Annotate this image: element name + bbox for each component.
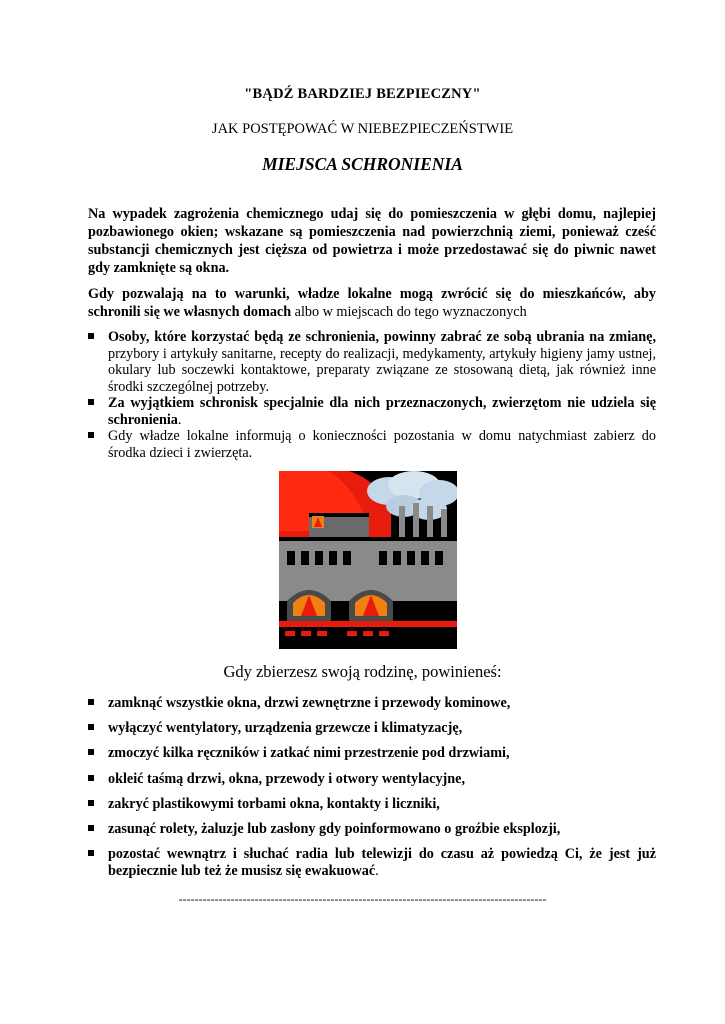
- list-item-bold: Osoby, które korzystać będą ze schronienia, powinny zabrać ze sobą ubrania na zmianę,: [108, 329, 656, 345]
- list-item-text: .: [177, 411, 182, 428]
- list-item: [88, 796, 656, 813]
- paragraph-authorities-rest: albo w miejscach do tego wyznaczonych: [291, 304, 527, 320]
- list-item-text: zamknąć wszystkie okna, drzwi zewnętrzne i przewody kominowe,: [108, 695, 511, 711]
- list-item-text: pozostać wewnątrz i słuchać radia lub telewizji do czasu aż powiedzą Ci, że jest już bezpiecznie lub też że musisz się ewakuować: [108, 846, 656, 880]
- factory-illustration: [279, 471, 457, 649]
- list-item-text: zakryć plastikowymi torbami okna, kontakty i liczniki,: [108, 795, 440, 812]
- list-item-rest: .: [375, 863, 379, 880]
- list-item: [88, 695, 656, 712]
- bullet-square-icon: [88, 850, 94, 856]
- bullet-square-icon: [88, 825, 94, 831]
- list-item-text: przybory i artykuły sanitarne, recepty do realizacji, medykamenty, artykuły higieny jamy ustnej, okulary lub soczewki kontaktowe, preparaty związane ze stosowaną dietą, jak również inne środki szczególnej potrzeby.: [108, 345, 656, 395]
- list-item-text: okleić taśmą drzwi, okna, przewody i otwory wentylacyjne,: [108, 770, 466, 787]
- paragraph-authorities-bold: Gdy pozwalają na to warunki, władze lokalne mogą zwrócić się do mieszkańców, aby schronili się we własnych domach: [88, 286, 656, 320]
- bullet-square-icon: [88, 800, 94, 806]
- list-item: [88, 720, 656, 737]
- separator-line: --------------------------------------------------------------------------------------------: [178, 892, 547, 906]
- actions-bullet-list: [88, 695, 656, 880]
- list-item-text: Gdy władze lokalne informują o konieczności pozostania w domu natychmiast zabierz do środka dzieci i zwierzęta.: [108, 428, 656, 461]
- shelter-bullet-list: [88, 329, 656, 461]
- bullet-square-icon: [88, 432, 94, 438]
- section-heading: MIEJSCA SCHRONIENIA: [262, 154, 463, 174]
- list-item-text: zasunąć rolety, żaluzje lub zasłony gdy poinformowano o groźbie eksplozji,: [108, 820, 561, 837]
- list-item: [88, 745, 656, 762]
- paragraph-authorities: [88, 285, 656, 321]
- bullet-square-icon: [88, 724, 94, 730]
- factory-icon: [279, 471, 457, 649]
- list-item: [88, 395, 656, 428]
- list-item: [88, 771, 656, 788]
- list-item-text: wyłączyć wentylatory, urządzenia grzewcze i klimatyzację,: [108, 720, 463, 737]
- paragraph-intro: Na wypadek zagrożenia chemicznego udaj się do pomieszczenia w głębi domu, najlepiej pozbawionego okien; wskazane są pomieszczenia nad powierzchnią ziemi, ponieważ cześć substancji chemicznych jest cięższa od powietrza i może przedostawać się do piwnic nawet gdy zamknięte są okna.: [88, 206, 656, 276]
- list-item: [88, 428, 656, 461]
- list-item-text: zmoczyć kilka ręczników i zatkać nimi przestrzenie pod drzwiami,: [108, 745, 510, 762]
- list-item: [88, 329, 656, 395]
- bullet-square-icon: [88, 399, 94, 405]
- bullet-square-icon: [88, 699, 94, 705]
- bullet-square-icon: [88, 333, 94, 339]
- document-title: "BĄDŹ BARDZIEJ BEZPIECZNY": [244, 86, 481, 102]
- bullet-square-icon: [88, 749, 94, 755]
- bullet-square-icon: [88, 775, 94, 781]
- family-heading: Gdy zbierzesz swoją rodzinę, powinieneś:: [223, 662, 502, 681]
- list-item: [88, 821, 656, 838]
- list-item-bold: Za wyjątkiem schronisk specjalnie dla nich przeznaczonych, zwierzętom nie udziela się schronienia: [108, 395, 656, 428]
- list-item: [88, 846, 656, 880]
- document-subtitle: JAK POSTĘPOWAĆ W NIEBEZPIECZEŃSTWIE: [211, 121, 514, 137]
